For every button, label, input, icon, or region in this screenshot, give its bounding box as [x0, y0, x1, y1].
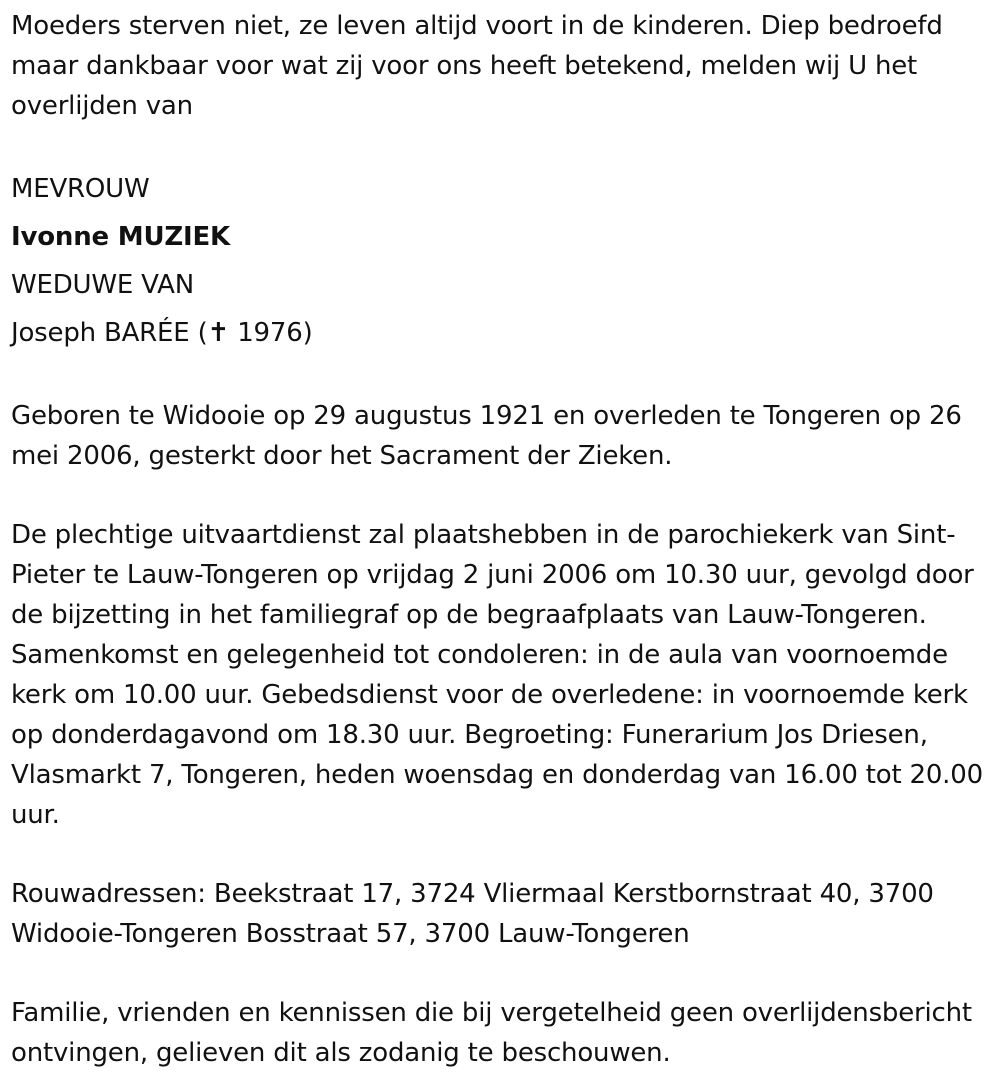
widow-of-label: WEDUWE VAN [11, 270, 194, 300]
spouse-line [11, 309, 995, 357]
spouse-death-year: 1976) [237, 318, 313, 348]
honorific-title: MEVROUW [11, 174, 150, 204]
spouse-name: Joseph BARÉE ( [11, 318, 208, 348]
cross-icon: ✝ [207, 318, 230, 348]
closing-paragraph: Familie, vrienden en kennissen die bij vergetelheid geen overlijdensbericht ontvingen, gelieven dit als zodanig te beschouwen. [11, 998, 972, 1068]
deceased-name: Ivonne MUZIEK [11, 222, 231, 252]
obituary-notice [11, 6, 995, 1073]
birth-death-paragraph: Geboren te Widooie op 29 augustus 1921 en overleden te Tongeren op 26 mei 2006, gesterkt door het Sacrament der Zieken. [11, 401, 962, 471]
addresses-paragraph: Rouwadressen: Beekstraat 17, 3724 Vliermaal Kerstbornstraat 40, 3700 Widooie-Tongeren Bosstraat 57, 3700 Lauw-Tongeren [11, 879, 934, 949]
intro-paragraph: Moeders sterven niet, ze leven altijd voort in de kinderen. Diep bedroefd maar dankbaar voor wat zij voor ons heeft betekend, melden wij U het overlijden van [11, 11, 943, 121]
service-paragraph: De plechtige uitvaartdienst zal plaatshebben in de parochiekerk van Sint-Pieter te Lauw-Tongeren op vrijdag 2 juni 2006 om 10.30 uur, gevolgd door de bijzetting in het familiegraf op de begraafplaats van Lauw-Tongeren. Samenkomst en gelegenheid tot condoleren: in de aula van voornoemde kerk om 10.00 uur. Gebedsdienst voor de overledene: in voornoemde kerk op donderdagavond om 18.30 uur. Begroeting: Funerarium Jos Driesen, Vlasmarkt 7, Tongeren, heden woensdag en donderdag van 16.00 tot 20.00 uur. [11, 520, 983, 830]
